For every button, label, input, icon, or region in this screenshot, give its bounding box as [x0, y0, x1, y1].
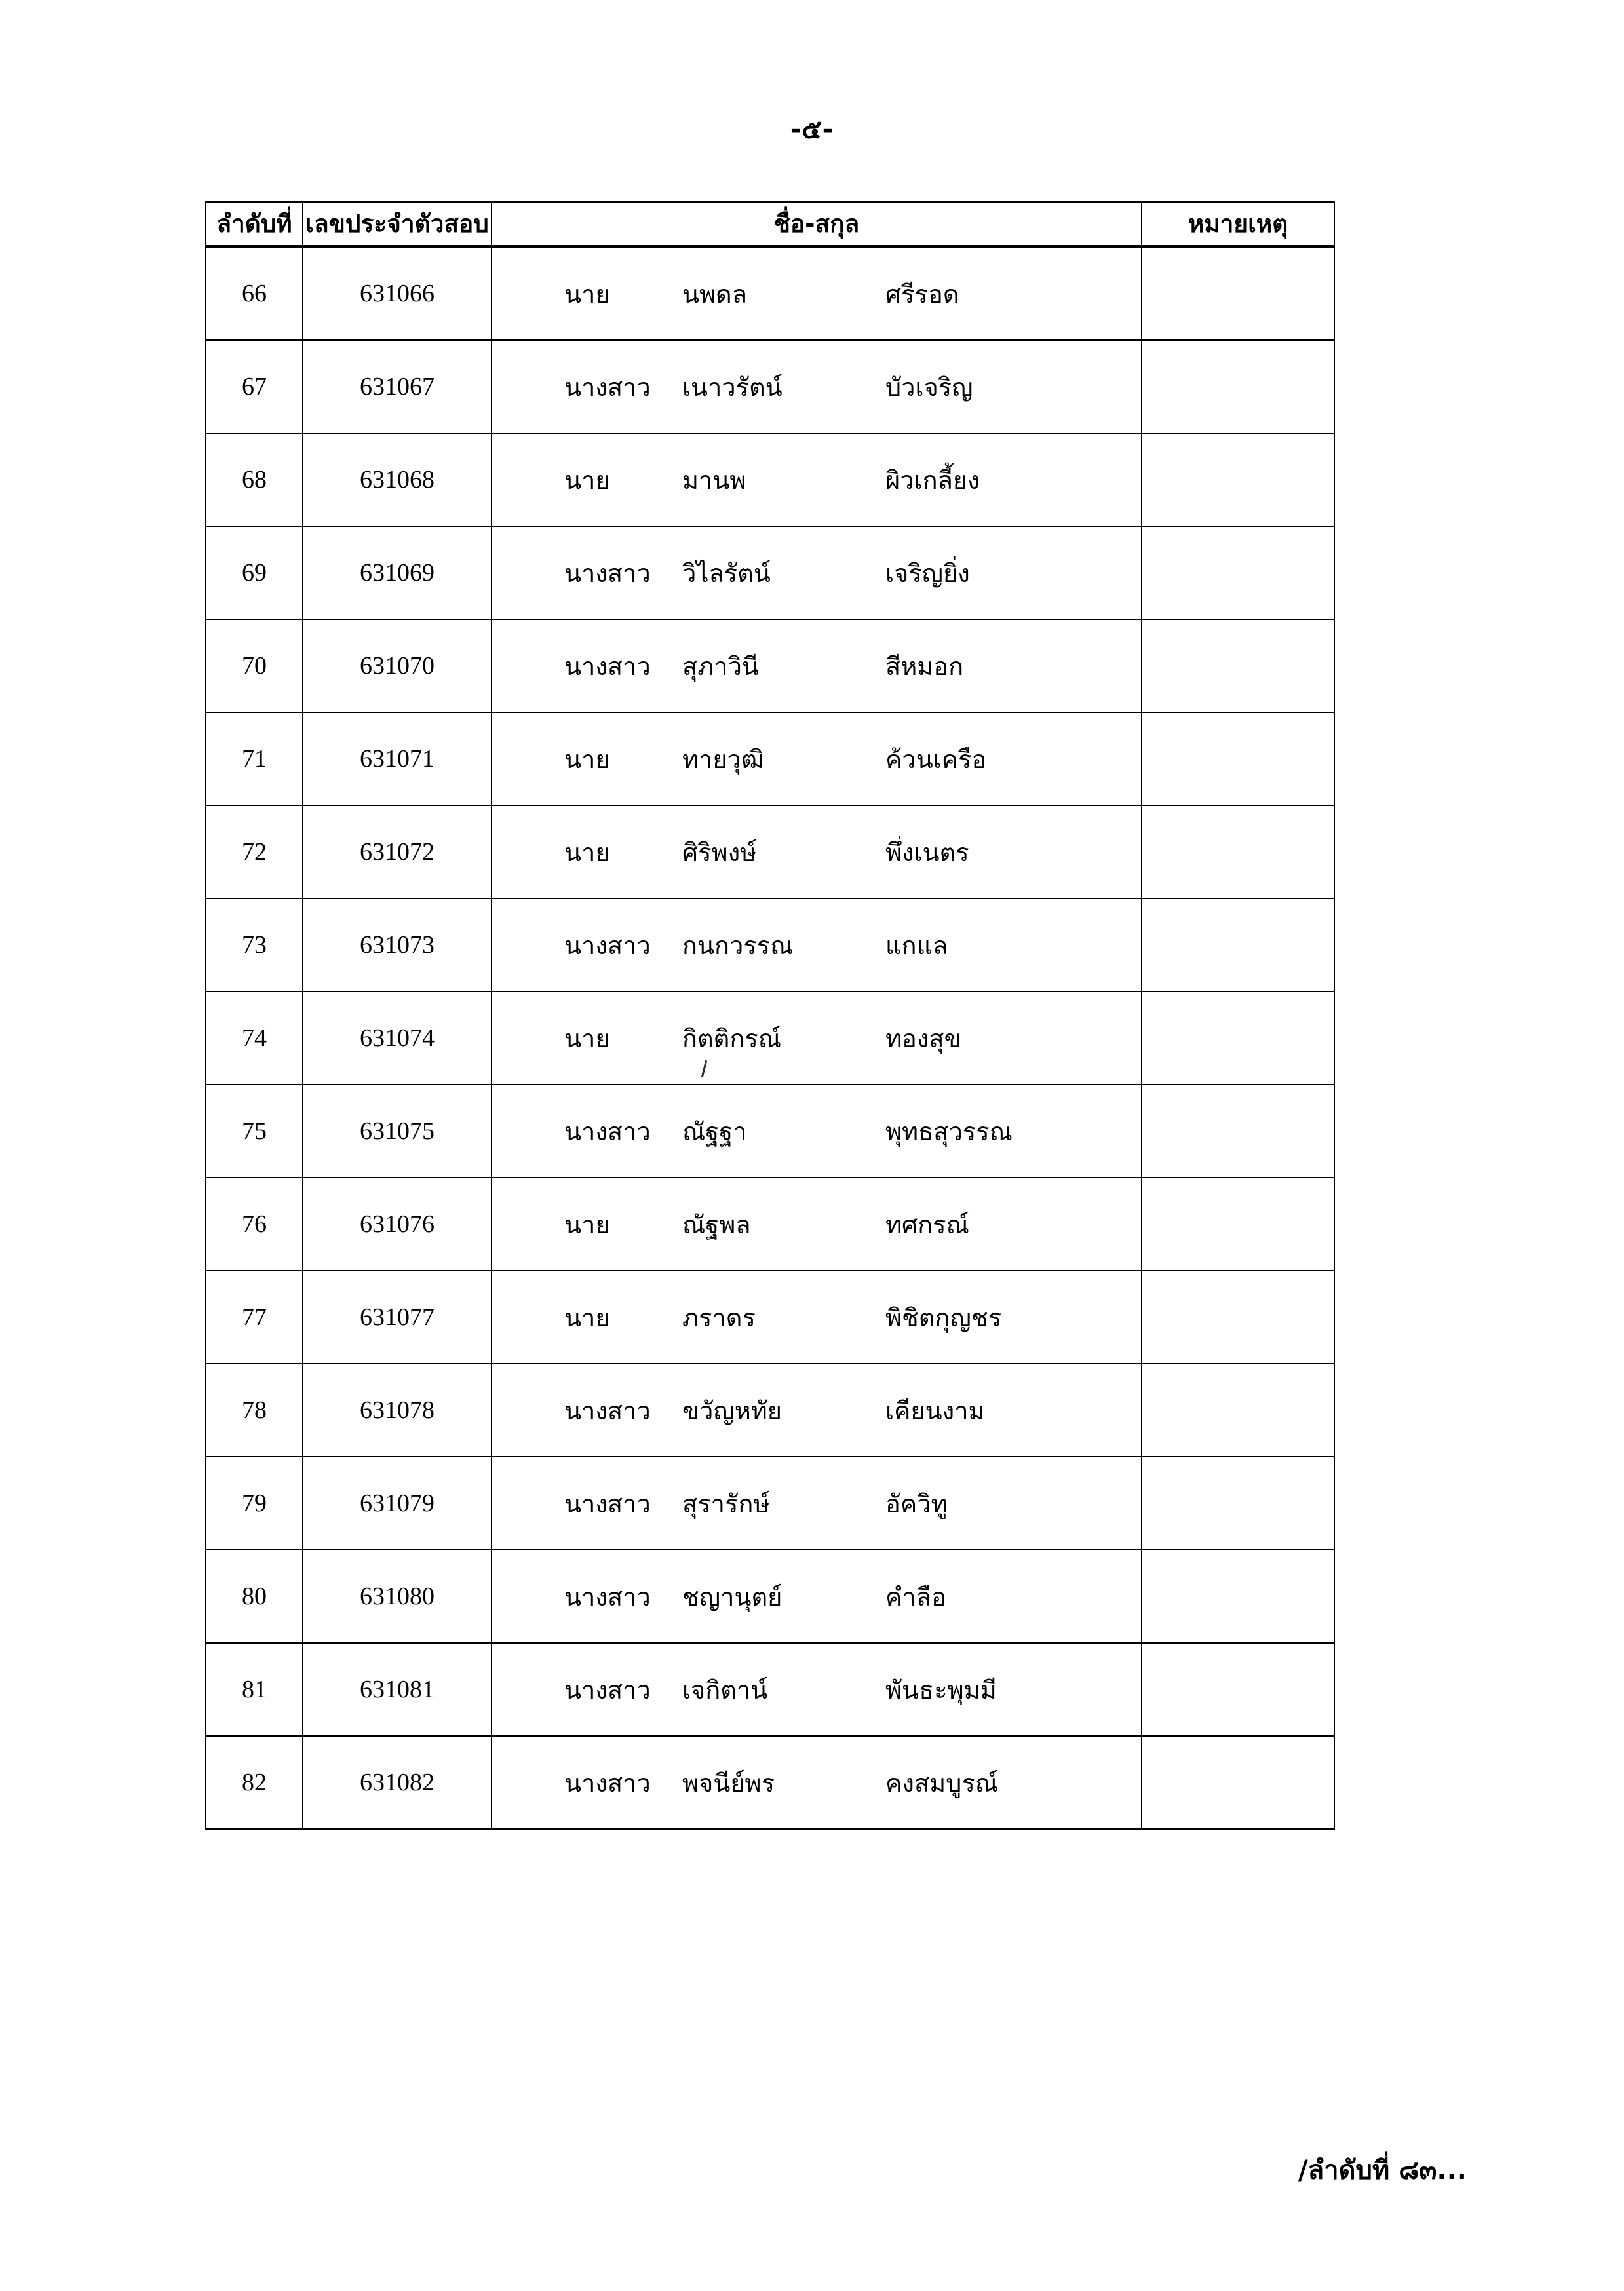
table-row [206, 1550, 1334, 1643]
table-row [206, 619, 1334, 712]
name-parts [492, 1577, 1141, 1617]
table-row [206, 1364, 1334, 1457]
cell-name [492, 619, 1142, 712]
cell-sequence: 68 [206, 433, 303, 526]
name-first: กิตติกรณ์ [682, 1024, 782, 1053]
cell-name [492, 1085, 1142, 1178]
name-last: พุทธสุวรรณ [885, 1117, 1013, 1146]
table-header [206, 202, 1334, 246]
name-last: ทศกรณ์ [885, 1210, 969, 1239]
cell-name [492, 526, 1142, 619]
column-header-remark: หมายเหตุ [1142, 202, 1334, 246]
name-parts [492, 646, 1141, 686]
name-last: คงสมบูรณ์ [885, 1768, 999, 1798]
name-title: นางสาว [564, 1396, 651, 1425]
name-title: นางสาว [564, 1117, 651, 1146]
cell-name [492, 433, 1142, 526]
name-last: คำลือ [885, 1582, 946, 1611]
name-parts [492, 925, 1141, 965]
table-row [206, 805, 1334, 898]
name-last: บัวเจริญ [885, 372, 973, 402]
cell-sequence: 78 [206, 1364, 303, 1457]
name-parts [492, 832, 1141, 872]
cell-exam-code: 631078 [303, 1364, 492, 1457]
table-row [206, 1643, 1334, 1736]
column-header-name: ชื่อ-สกุล [492, 202, 1142, 246]
name-last: เคียนงาม [885, 1396, 985, 1425]
cell-sequence: 69 [206, 526, 303, 619]
name-title: นางสาว [564, 1675, 651, 1704]
roster-table-container [205, 201, 1334, 1830]
cell-name [492, 1457, 1142, 1550]
name-first: ศิริพงษ์ [682, 837, 757, 867]
name-last: สีหมอก [885, 651, 964, 681]
cell-sequence: 70 [206, 619, 303, 712]
cell-name [492, 340, 1142, 433]
cell-exam-code: 631069 [303, 526, 492, 619]
name-first: เนาวรัตน์ [682, 372, 783, 402]
name-parts [492, 1670, 1141, 1710]
table-row [206, 991, 1334, 1085]
name-parts [492, 1763, 1141, 1803]
cell-exam-code: 631071 [303, 712, 492, 805]
cell-remark [1142, 712, 1334, 805]
name-title: นางสาว [564, 1768, 651, 1798]
cell-remark [1142, 340, 1334, 433]
name-first: นพดล [682, 279, 747, 309]
name-first: ทายวุฒิ [682, 744, 764, 774]
table-row [206, 1457, 1334, 1550]
name-last: อัควิทู [885, 1489, 948, 1518]
cell-remark [1142, 1085, 1334, 1178]
name-last: พิชิตกุญชร [885, 1303, 1002, 1332]
name-first: พจนีย์พร [682, 1768, 775, 1798]
name-title: นางสาว [564, 558, 651, 588]
name-parts [492, 553, 1141, 593]
cell-sequence: 77 [206, 1271, 303, 1364]
cell-exam-code: 631074 [303, 991, 492, 1085]
cell-exam-code: 631067 [303, 340, 492, 433]
name-first: เจกิตาน์ [682, 1675, 768, 1704]
name-title: นางสาว [564, 372, 651, 402]
cell-exam-code: 631072 [303, 805, 492, 898]
name-parts [492, 274, 1141, 314]
cell-exam-code: 631066 [303, 246, 492, 340]
cell-remark [1142, 1364, 1334, 1457]
table-header-row [206, 202, 1334, 246]
name-first: มานพ [682, 465, 746, 495]
name-title: นาย [564, 837, 610, 867]
cell-name [492, 805, 1142, 898]
cell-remark [1142, 1178, 1334, 1271]
stray-ink-mark [701, 1060, 707, 1077]
cell-sequence: 79 [206, 1457, 303, 1550]
name-title: นางสาว [564, 1582, 651, 1611]
name-title: นาย [564, 279, 610, 309]
cell-sequence: 72 [206, 805, 303, 898]
name-first: สุภาวินี [682, 651, 759, 681]
page-number: -๕- [790, 115, 834, 145]
table-row [206, 898, 1334, 991]
name-title: นาย [564, 1303, 610, 1332]
name-parts [492, 1111, 1141, 1151]
name-first: วิไลรัตน์ [682, 558, 771, 588]
name-parts [492, 739, 1141, 779]
cell-sequence: 81 [206, 1643, 303, 1736]
cell-exam-code: 631070 [303, 619, 492, 712]
name-title: นาย [564, 744, 610, 774]
cell-remark [1142, 1457, 1334, 1550]
name-last: ทองสุข [885, 1024, 961, 1053]
cell-exam-code: 631075 [303, 1085, 492, 1178]
name-last: ค้วนเครือ [885, 744, 987, 774]
cell-name [492, 991, 1142, 1085]
name-first: สุรารักษ์ [682, 1489, 770, 1518]
cell-name [492, 1178, 1142, 1271]
cell-remark [1142, 619, 1334, 712]
table-row [206, 526, 1334, 619]
cell-exam-code: 631081 [303, 1643, 492, 1736]
cell-exam-code: 631077 [303, 1271, 492, 1364]
name-parts [492, 1484, 1141, 1524]
name-first: ขวัญหทัย [682, 1396, 783, 1425]
cell-exam-code: 631079 [303, 1457, 492, 1550]
cell-sequence: 74 [206, 991, 303, 1085]
name-first: ณัฐพล [682, 1210, 751, 1239]
column-header-sequence: ลำดับที่ [206, 202, 303, 246]
table-row [206, 340, 1334, 433]
cell-name [492, 246, 1142, 340]
cell-remark [1142, 526, 1334, 619]
cell-name [492, 1643, 1142, 1736]
name-last: พึ่งเนตร [885, 837, 969, 867]
table-row [206, 1178, 1334, 1271]
table-row [206, 1085, 1334, 1178]
cell-sequence: 66 [206, 246, 303, 340]
cell-remark [1142, 433, 1334, 526]
name-parts [492, 1018, 1141, 1058]
name-first: ชญานุตย์ [682, 1582, 783, 1611]
name-title: นาย [564, 1024, 610, 1053]
name-last: ศรีรอด [885, 279, 959, 309]
name-first: กนกวรรณ [682, 931, 794, 960]
cell-name [492, 1271, 1142, 1364]
cell-name [492, 712, 1142, 805]
cell-remark [1142, 898, 1334, 991]
name-last: พันธะพุมมี [885, 1675, 997, 1704]
cell-sequence: 76 [206, 1178, 303, 1271]
name-parts [492, 1391, 1141, 1431]
cell-sequence: 67 [206, 340, 303, 433]
roster-table [205, 201, 1335, 1830]
name-parts [492, 1204, 1141, 1244]
cell-name [492, 1364, 1142, 1457]
cell-exam-code: 631073 [303, 898, 492, 991]
table-row [206, 1736, 1334, 1829]
cell-remark [1142, 246, 1334, 340]
cell-exam-code: 631080 [303, 1550, 492, 1643]
cell-exam-code: 631076 [303, 1178, 492, 1271]
table-row [206, 246, 1334, 340]
cell-sequence: 80 [206, 1550, 303, 1643]
name-first: ณัฐฐา [682, 1117, 747, 1146]
name-parts [492, 1298, 1141, 1338]
cell-name [492, 1736, 1142, 1829]
cell-sequence: 75 [206, 1085, 303, 1178]
cell-remark [1142, 1643, 1334, 1736]
table-row [206, 1271, 1334, 1364]
footer-continuation-note: /ลำดับที่ ๘๓... [1298, 2155, 1467, 2185]
table-row [206, 712, 1334, 805]
cell-name [492, 898, 1142, 991]
cell-remark [1142, 1550, 1334, 1643]
cell-sequence: 82 [206, 1736, 303, 1829]
cell-sequence: 73 [206, 898, 303, 991]
table-body [206, 246, 1334, 1829]
cell-name [492, 1550, 1142, 1643]
name-title: นางสาว [564, 1489, 651, 1518]
name-title: นางสาว [564, 651, 651, 681]
cell-remark [1142, 1271, 1334, 1364]
name-title: นาย [564, 465, 610, 495]
cell-exam-code: 631082 [303, 1736, 492, 1829]
name-title: นาย [564, 1210, 610, 1239]
name-title: นางสาว [564, 931, 651, 960]
column-header-exam-code: เลขประจำตัวสอบ [303, 202, 492, 246]
cell-remark [1142, 805, 1334, 898]
cell-remark [1142, 991, 1334, 1085]
cell-sequence: 71 [206, 712, 303, 805]
name-parts [492, 367, 1141, 407]
cell-remark [1142, 1736, 1334, 1829]
table-row [206, 433, 1334, 526]
name-first: ภราดร [682, 1303, 756, 1332]
name-last: เจริญยิ่ง [885, 558, 970, 588]
name-last: ผิวเกลี้ยง [885, 465, 980, 495]
cell-exam-code: 631068 [303, 433, 492, 526]
name-last: แกแล [885, 931, 948, 960]
name-parts [492, 460, 1141, 500]
